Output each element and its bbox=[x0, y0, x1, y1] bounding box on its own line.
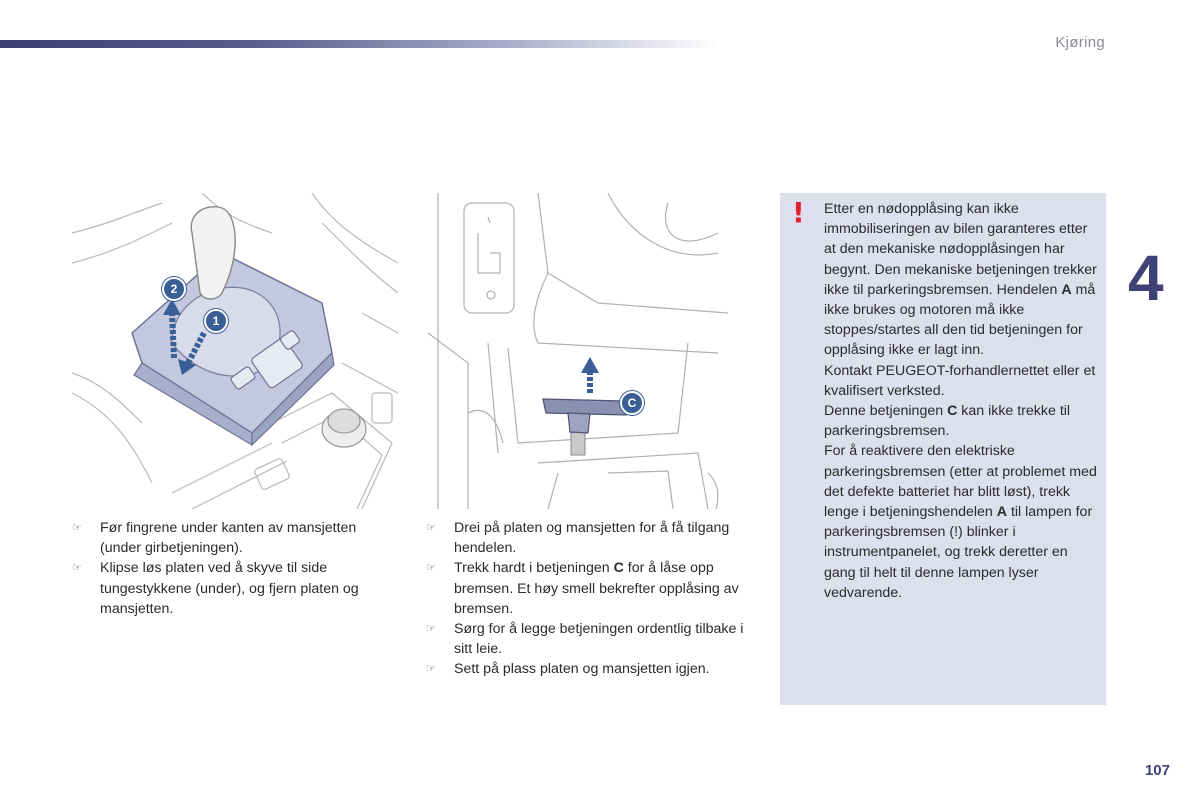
list-item bbox=[72, 558, 392, 619]
gear-selector-illustration bbox=[72, 193, 398, 509]
list-item-text: Sørg for å legge betjeningen ordentlig tilbake i sitt leie. bbox=[454, 621, 744, 658]
pointing-hand-icon: ☞ bbox=[426, 623, 436, 636]
pointing-hand-icon: ☞ bbox=[72, 522, 82, 534]
warning-text-part: Etter en nødopplåsing kan ikke immobiliseringen av bilen garanteres etter at den mekaniske nødopplåsingen har begynt. Den mekaniske betjeningen trekker ikke til parkeringsbremsen. Hendelen bbox=[824, 201, 1097, 298]
instructions-column-2 bbox=[426, 518, 756, 680]
list-item bbox=[426, 659, 756, 679]
chapter-number: 4 bbox=[1128, 242, 1164, 314]
warning-text bbox=[824, 199, 1100, 603]
callout-2 bbox=[162, 277, 186, 301]
warning-text-bold: A bbox=[1061, 281, 1072, 298]
warning-paragraph bbox=[824, 199, 1100, 361]
list-item-text: Drei på platen og mansjetten for å få tilgang hendelen. bbox=[454, 520, 730, 557]
list-item-text: Før fingrene under kanten av mansjetten (under girbetjeningen). bbox=[100, 520, 357, 557]
release-handle-illustration bbox=[428, 193, 728, 509]
warning-text-part: For å reaktivere den elektriske parkeringsbremsen (etter at problemet med det defekte batteriet har blitt løst), trekk lenge i betjeningshendelen bbox=[824, 443, 1097, 521]
instructions-list-2 bbox=[426, 518, 756, 680]
callout-1-label: 1 bbox=[212, 314, 220, 328]
warning-paragraph bbox=[824, 401, 1100, 441]
pointing-hand-icon: ☞ bbox=[426, 663, 436, 676]
list-item bbox=[426, 619, 756, 659]
warning-paragraph bbox=[824, 441, 1100, 603]
warning-text-part: Kontakt PEUGEOT-forhandlernettet eller et kvalifisert verksted. bbox=[824, 362, 1096, 399]
list-item-text: Sett på plass platen og mansjetten igjen. bbox=[454, 661, 710, 678]
warning-text-bold: A bbox=[996, 504, 1008, 521]
header-bar bbox=[0, 40, 720, 48]
list-item-text-post: for å låse opp bremsen. Et høy smell bekrefter opplåsing av bremsen. bbox=[454, 560, 739, 617]
list-item bbox=[72, 518, 392, 558]
list-item bbox=[426, 518, 756, 558]
page-number: 107 bbox=[1144, 762, 1170, 779]
list-item-text: Klipse løs platen ved å skyve til side tungestykkene (under), og fjern platen og mansjetten. bbox=[100, 560, 359, 617]
list-item-text-bold: C bbox=[613, 560, 624, 577]
instructions-list-1 bbox=[72, 518, 392, 619]
callout-c bbox=[620, 391, 644, 415]
section-title: Kjøring bbox=[1055, 34, 1105, 51]
warning-text-part: må ikke brukes og motoren må ikke stoppes/startes all den tid betjeningen for opplåsing ikke er lagt inn. bbox=[824, 281, 1096, 359]
warning-text-part: kan ikke trekke til parkeringsbremsen. bbox=[824, 403, 1071, 440]
list-item-text-pre: Trekk hardt i betjeningen bbox=[454, 560, 614, 577]
warning-text-bold: C bbox=[947, 403, 958, 420]
pointing-hand-icon: ☞ bbox=[426, 522, 436, 534]
warning-text-part: til lampen for parkeringsbremsen (!) blinker i instrumentpanelet, og trekk deretter en gang til helt til denne lampen lyser vedvarende. bbox=[824, 504, 1093, 601]
pointing-hand-icon: ☞ bbox=[72, 562, 82, 575]
warning-icon: ! bbox=[792, 196, 805, 229]
callout-1 bbox=[204, 309, 228, 333]
warning-text-part: Denne betjeningen bbox=[824, 403, 948, 420]
list-item bbox=[426, 558, 756, 619]
callout-2-label: 2 bbox=[170, 282, 178, 296]
warning-box bbox=[780, 193, 1106, 705]
callout-c-label: C bbox=[627, 396, 637, 410]
pointing-hand-icon: ☞ bbox=[426, 562, 436, 575]
instructions-column-1 bbox=[72, 518, 392, 619]
warning-paragraph bbox=[824, 361, 1100, 401]
